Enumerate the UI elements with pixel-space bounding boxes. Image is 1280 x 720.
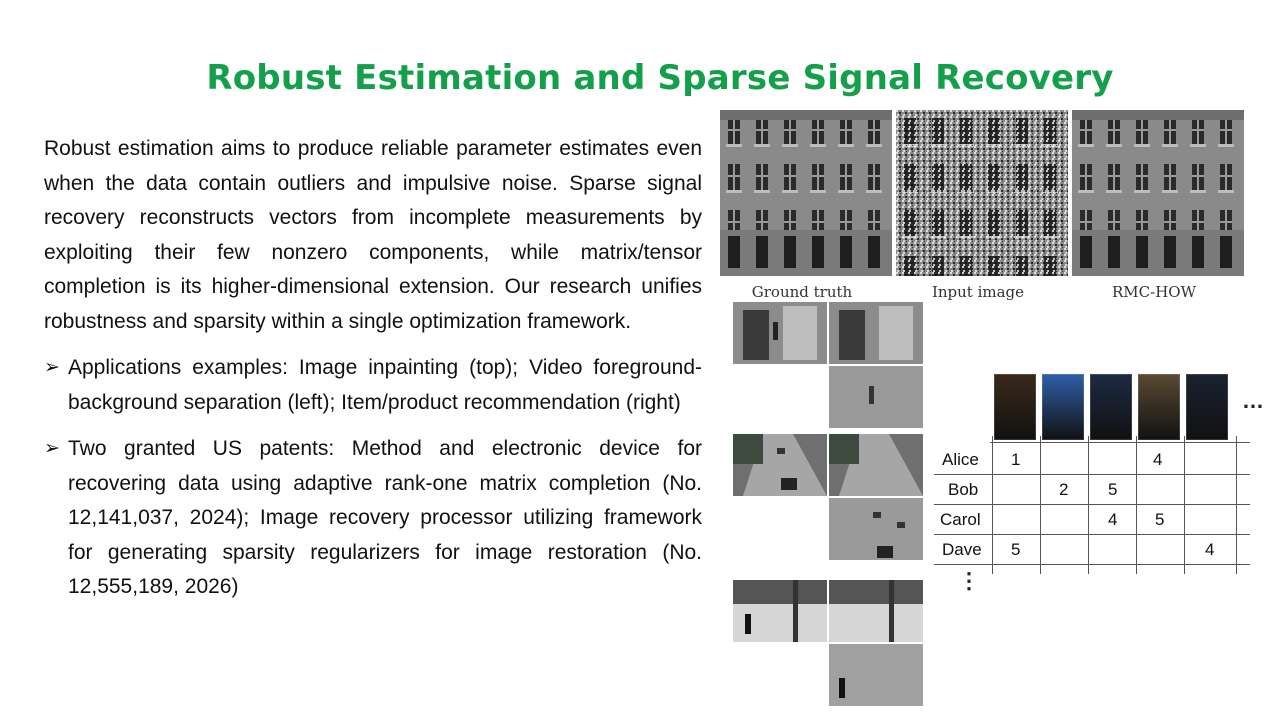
user-name: Dave [942,540,982,559]
video-frame-snow [733,580,827,642]
rating-cell: 5 [1011,540,1021,559]
grid-line [1236,436,1237,574]
movie-poster-icon [1186,374,1228,440]
grid-line [934,564,1250,565]
grid-line [990,442,1250,443]
bullet-applications-text: Applications examples: Image inpainting (top); Video foreground-background separation (left); Item/product recommendation (right) [68,356,702,414]
movie-poster-icon [1042,374,1084,440]
video-blank [733,366,827,428]
grid-line [934,474,1250,475]
body-text [44,132,702,605]
video-frame-highway [733,434,827,496]
video-blank [733,498,827,560]
rating-cell: 5 [1155,510,1165,529]
video-foreground-corridor [829,366,923,428]
input-image [896,110,1068,276]
video-foreground-highway [829,498,923,560]
video-background-highway [829,434,923,496]
recommendation-figure [930,370,1270,600]
more-users-ellipsis: ⋮ [958,568,980,593]
bullet-patents-text: Two granted US patents: Method and electronic device for recovering data using adaptive rank-one matrix completion (No. 12,141,037, 2024); Image recovery processor utilizing framework for generating sparsity regularizers for image restoration (No. 12,555,189, 2026) [68,437,702,598]
rmc-how-result-image [1072,110,1244,276]
grid-line [1184,436,1185,574]
caption-rmc-how: RMC-HOW [1112,283,1196,301]
more-items-ellipsis: … [1242,388,1264,413]
caption-ground-truth: Ground truth [751,283,853,301]
arrow-bullet-icon: ➢ [44,357,60,378]
bullet-applications [44,351,702,420]
ground-truth-image [720,110,892,276]
rating-cell: 1 [1011,450,1021,469]
bullet-patents [44,432,702,605]
user-name: Carol [940,510,981,529]
caption-input-image: Input image [931,283,1025,301]
user-name: Bob [948,480,979,499]
intro-paragraph: Robust estimation aims to produce reliable parameter estimates even when the data contain outliers and impulsive noise. Sparse signal recovery reconstructs vectors from incomplete measurements by exploiting their few nonzero components, while matrix/tensor completion is its higher-dimensional extension. Our research unifies robustness and sparsity within a single optimization framework. [44,137,702,333]
inpainting-figure [720,110,1244,276]
user-name: Alice [942,450,979,469]
rating-cell: 2 [1059,480,1069,499]
movie-poster-icon [994,374,1036,440]
video-foreground-snow [829,644,923,706]
page-title: Robust Estimation and Sparse Signal Recovery [206,58,1114,98]
rating-cell: 4 [1108,510,1118,529]
video-blank [733,644,827,706]
movie-poster-icon [1090,374,1132,440]
grid-line [1136,436,1137,574]
rating-cell: 4 [1205,540,1215,559]
video-frame-corridor [733,302,827,364]
grid-line [1088,436,1089,574]
rating-cell: 5 [1108,480,1118,499]
grid-line [934,504,1250,505]
movie-poster-icon [1138,374,1180,440]
video-separation-figure [733,302,925,706]
grid-line [992,436,993,574]
video-background-corridor [829,302,923,364]
video-background-snow [829,580,923,642]
arrow-bullet-icon: ➢ [44,438,60,459]
grid-line [934,534,1250,535]
grid-line [1040,436,1041,574]
rating-cell: 4 [1153,450,1163,469]
